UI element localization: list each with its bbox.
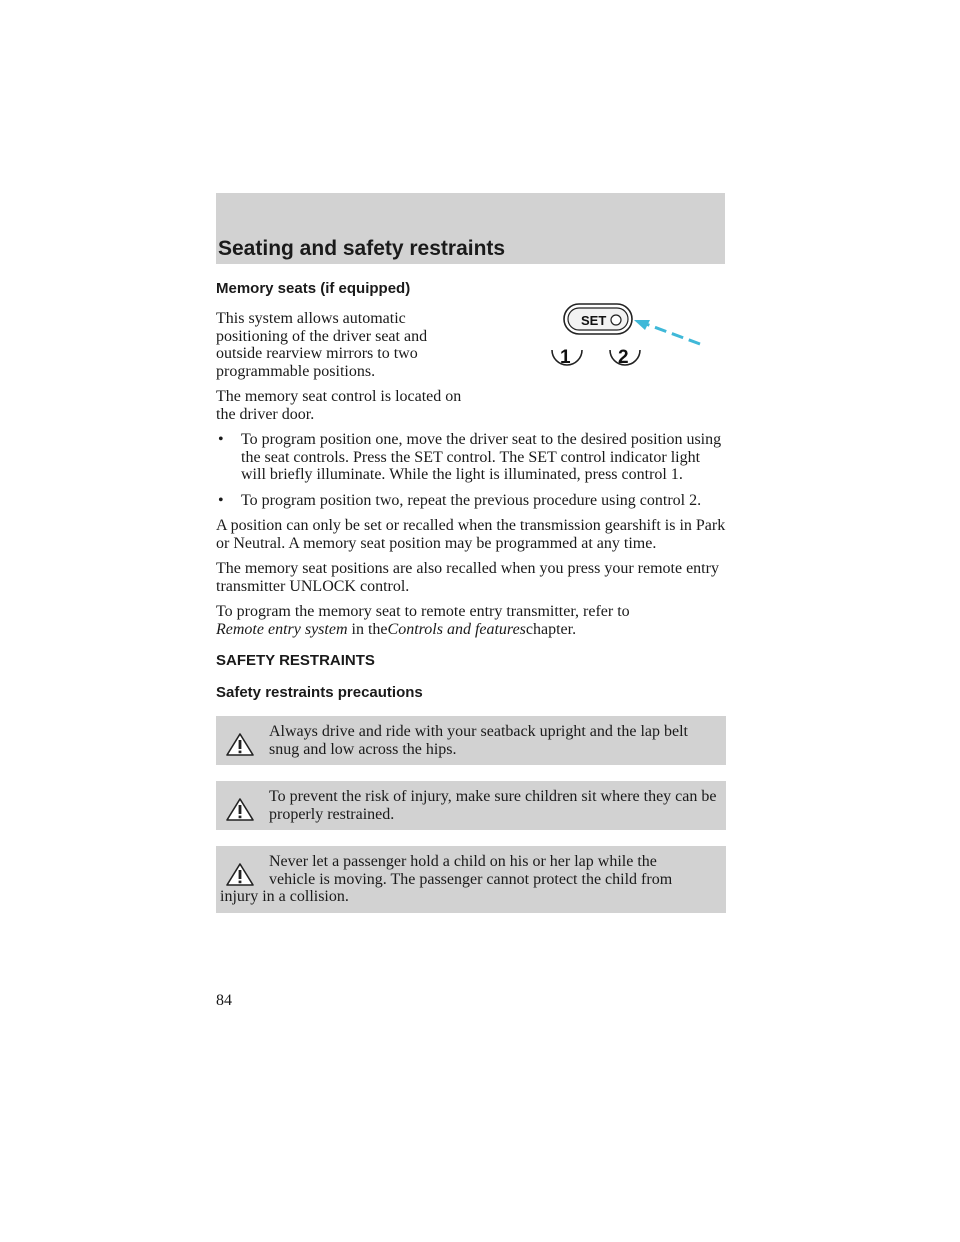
list-item-text: To program position two, repeat the previous procedure using control 2. [241, 491, 702, 509]
memory-seats-intro: This system allows automatic positioning of the driver seat and outside rearview mirrors to two programmable positions. [216, 310, 428, 380]
control-2-label: 2 [618, 347, 629, 368]
list-item-text: To program position one, move the driver seat to the desired position using the seat controls. Press the SET control. The SET control indicator light will briefly illuminate. While the light is illuminated, press control 1. [241, 431, 722, 483]
section-heading-safety: SAFETY RESTRAINTS [216, 652, 375, 669]
warning-text-line: vehicle is moving. The passenger cannot protect the child from [269, 870, 673, 888]
warning-text: Always drive and ride with your seatback upright and the lap belt snug and low across the hips. [269, 723, 688, 758]
section-heading-memory-seats: Memory seats (if equipped) [216, 280, 411, 297]
page-title: Seating and safety restraints [218, 237, 506, 260]
warning-triangle-icon [226, 797, 254, 821]
warning-text-line: Never let a passenger hold a child on his or her lap while the [269, 853, 657, 870]
remote-paragraph: The memory seat positions are also recalled when you press your remote entry transmitter UNLOCK control. [216, 560, 719, 595]
list-item [216, 492, 726, 510]
bullet-glyph: • [218, 491, 224, 509]
control-1-label: 1 [560, 347, 571, 368]
warning-triangle-icon [226, 862, 254, 886]
bullet-glyph: • [218, 431, 224, 448]
warning-triangle-icon [226, 732, 254, 756]
warning-box [216, 781, 726, 830]
subheading-precautions: Safety restraints precautions [216, 684, 423, 701]
page-content [216, 280, 726, 913]
set-label: SET [581, 313, 607, 328]
programming-steps [216, 431, 726, 509]
warning-text: To prevent the risk of injury, make sure children sit where they can be properly restrained. [269, 788, 717, 823]
program-remote-paragraph: To program the memory seat to remote entry transmitter, refer to Remote entry system in theControls and featureschapter. [216, 603, 630, 638]
cross-reference-remote-entry: Remote entry system [216, 620, 348, 638]
cross-reference-controls: Controls and features [387, 620, 526, 638]
list-item [216, 431, 726, 484]
warning-text-line: injury in a collision. [220, 888, 349, 905]
memory-seats-location: The memory seat control is located on the driver door. [216, 388, 462, 423]
warning-box [216, 846, 726, 913]
recall-paragraph: A position can only be set or recalled when the transmission gearshift is in Park or Neutral. A memory seat position may be programmed at any time. [216, 517, 726, 552]
page-number: 84 [216, 992, 232, 1009]
warning-box [216, 716, 726, 765]
